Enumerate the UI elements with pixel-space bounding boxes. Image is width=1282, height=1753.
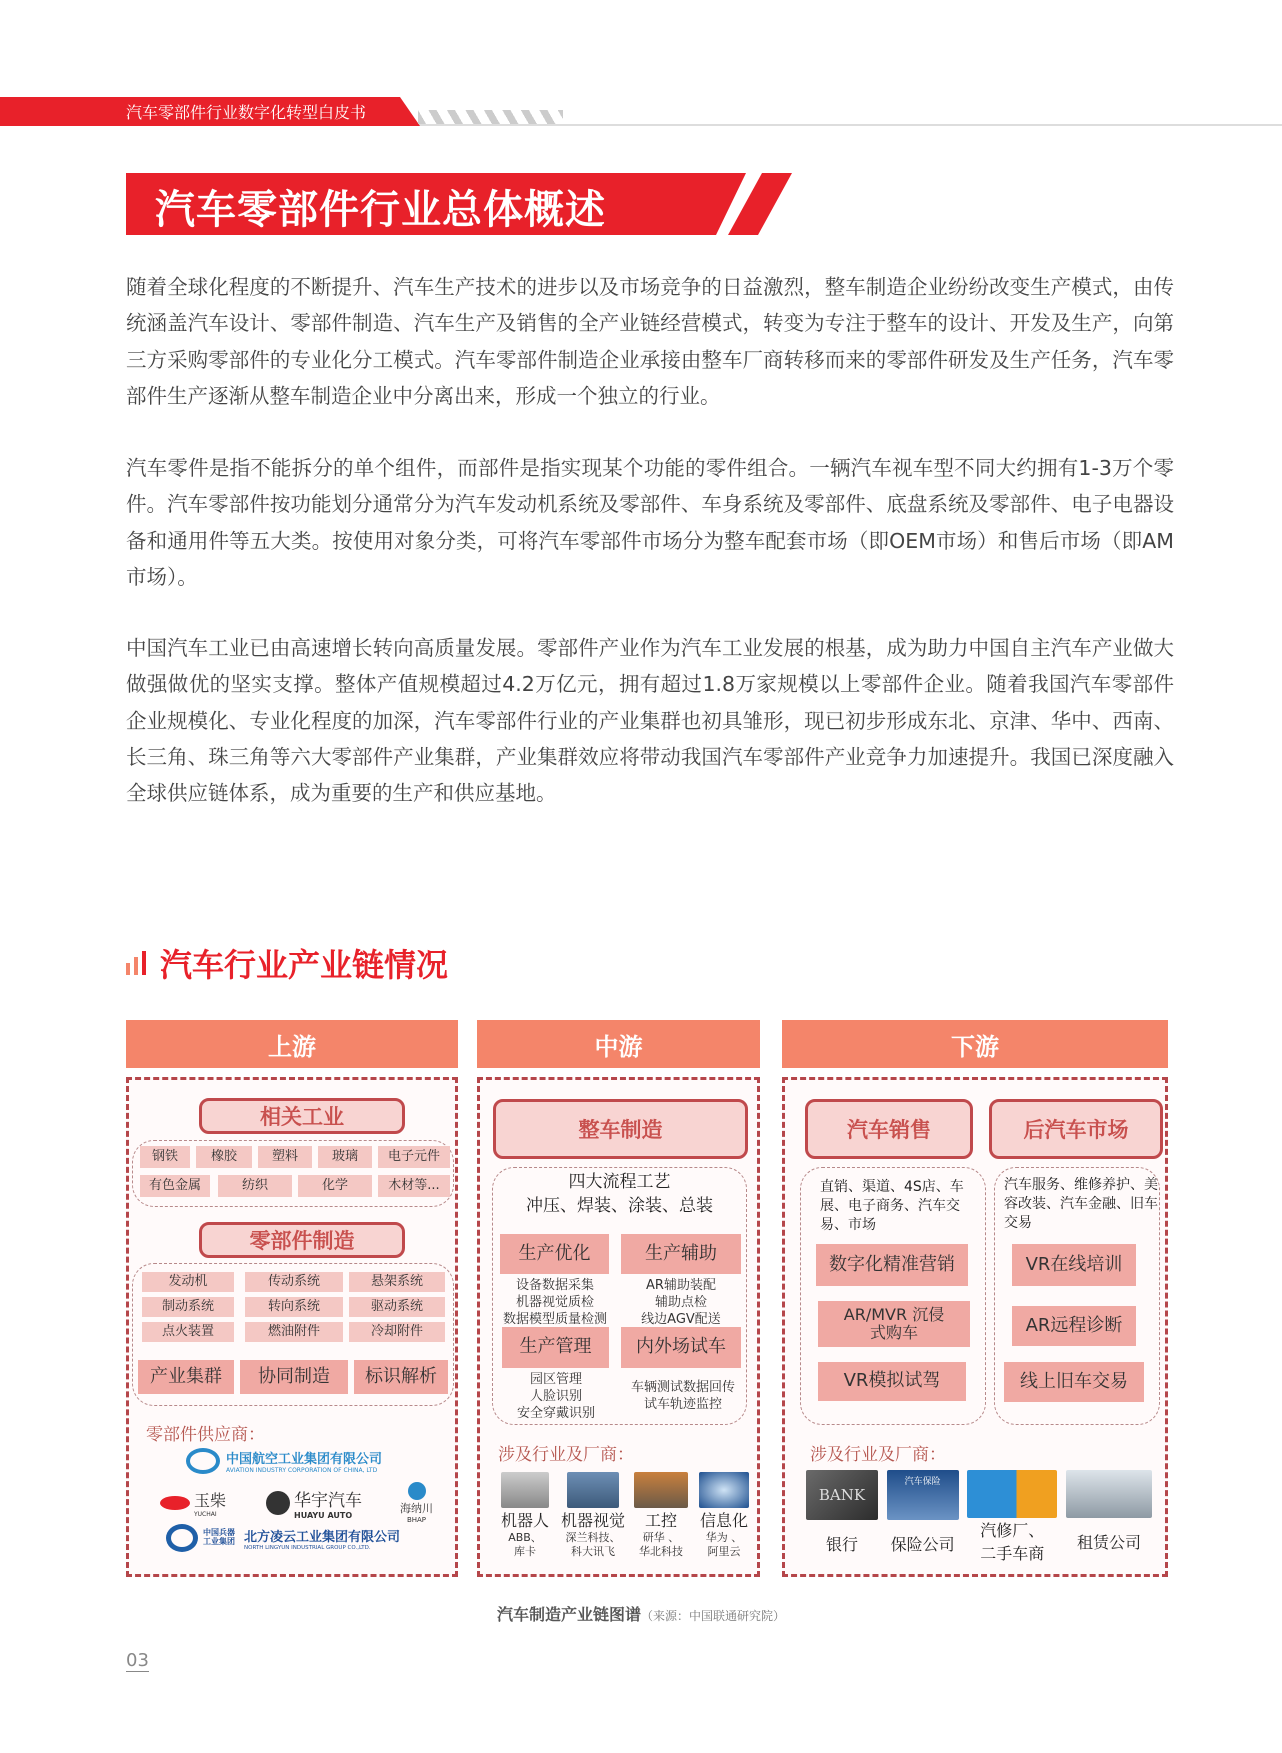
vendor-vision <box>560 1472 626 1560</box>
optimization-items <box>494 1278 616 1329</box>
aftermarket-chip: 线上旧车交易 <box>1004 1362 1144 1402</box>
caption-title: 汽车制造产业链图谱 <box>496 1605 641 1624</box>
assist-items <box>621 1278 741 1329</box>
machine-vision-photo <box>567 1472 619 1508</box>
header-stripes <box>418 110 563 124</box>
section2-title: 汽车行业产业链情况 <box>160 946 449 984</box>
item: 机器视觉质检 <box>515 1294 594 1310</box>
vendor-sub: 科大讯飞 <box>571 1545 615 1559</box>
yuchai-logo <box>160 1488 226 1518</box>
avic-name: 中国航空工业集团有限公司 <box>226 1452 383 1467</box>
related-chip: 化学 <box>298 1175 372 1197</box>
bhap-logo <box>400 1482 433 1524</box>
aftermarket-chip: AR远程诊断 <box>1012 1306 1136 1346</box>
related-chip: 玻璃 <box>318 1146 372 1168</box>
yuchai-name-en: YUCHAI <box>194 1511 217 1518</box>
huayu-emblem-icon <box>266 1491 290 1515</box>
vendor-sub: 库卡 <box>514 1545 536 1559</box>
sales-chip: 数字化精准营销 <box>816 1244 968 1286</box>
lingyun-logo <box>166 1524 400 1552</box>
page-number: 03 <box>126 1650 149 1671</box>
vendor-sub: 华为 、 <box>705 1531 743 1544</box>
related-chip: 橡胶 <box>196 1146 252 1168</box>
parts-chip: 点火装置 <box>142 1322 234 1342</box>
vendor-label: 工控 <box>644 1511 677 1530</box>
bhap-name: 海纳川 <box>400 1502 433 1515</box>
vendor-sub: 深兰科技、 <box>565 1531 621 1544</box>
vendor-robot <box>496 1472 554 1560</box>
huayu-logo <box>266 1486 362 1520</box>
bar-chart-icon <box>126 951 146 975</box>
item: 数据模型质量检测 <box>502 1311 607 1327</box>
related-chip: 塑料 <box>258 1146 312 1168</box>
parts-chip: 悬架系统 <box>349 1272 445 1292</box>
vendor-insurance <box>887 1470 959 1564</box>
repair-photo <box>967 1470 1057 1518</box>
item: 安全穿戴识别 <box>516 1405 595 1421</box>
sales-chip: VR模拟试驾 <box>818 1362 966 1401</box>
item: 车辆测试数据回传 <box>630 1380 735 1395</box>
bhap-name-en: BHAP <box>406 1516 427 1524</box>
vendor-control <box>632 1472 690 1560</box>
process-list: 冲压、焊装、涂装、总装 <box>526 1196 713 1216</box>
vendor-label: 银行 <box>825 1535 858 1554</box>
bhap-emblem-icon <box>408 1482 426 1500</box>
paragraph-2: 汽车零件是指不能拆分的单个组件，而部件是指实现某个功能的零件组合。一辆汽车视车型不同大约拥有1-3万个零件。汽车零部件按功能划分通常分为汽车发动机系统及零部件、车身系统及零部件、底盘系统及零部件、电子电器设备和通用件等五大类。按使用对象分类，可将汽车零部件市场分为整车配套市场（即OEM市场）和售后市场（即AM市场）。 <box>126 456 1174 589</box>
related-chip: 电子元件 <box>378 1146 450 1168</box>
item: 人脸识别 <box>529 1388 582 1404</box>
identifier-resolution-chip: 标识解析 <box>354 1360 448 1394</box>
production-management-chip: 生产管理 <box>502 1327 609 1368</box>
sales-chip: AR/MVR 沉侵式购车 <box>818 1301 970 1347</box>
downstream-header: 下游 <box>782 1020 1168 1068</box>
car-sales-title: 汽车销售 <box>805 1099 973 1159</box>
aftermarket-chip: VR在线培训 <box>1012 1244 1136 1286</box>
figure-caption <box>0 1602 1282 1625</box>
supplier-label: 零部件供应商： <box>146 1425 265 1445</box>
process-title: 四大流程工艺 <box>568 1172 671 1192</box>
yuchai-name: 玉柴 <box>194 1491 227 1510</box>
vendor-label: 机器视觉 <box>560 1511 625 1530</box>
document-title: 汽车零部件行业数字化转型白皮书 <box>126 103 367 122</box>
item: 设备数据采集 <box>515 1278 594 1293</box>
related-chip: 钢铁 <box>140 1146 190 1168</box>
parts-chip: 制动系统 <box>142 1297 234 1317</box>
aftermarket-title: 后汽车市场 <box>989 1099 1163 1159</box>
vendor-leasing <box>1066 1470 1152 1564</box>
vendor-sub: 阿里云 <box>707 1545 741 1559</box>
related-chip: 有色金属 <box>140 1175 210 1197</box>
avic-emblem-icon <box>186 1448 220 1474</box>
down-vendors-label: 涉及行业及厂商： <box>810 1445 946 1465</box>
parts-chip: 燃油附件 <box>245 1322 343 1342</box>
huayu-name-en: HUAYU AUTO <box>294 1511 353 1520</box>
related-chip: 纺织 <box>218 1175 292 1197</box>
item: 园区管理 <box>529 1372 582 1387</box>
related-chip: 木材等... <box>378 1175 450 1197</box>
mid-vendor-list <box>496 1472 752 1560</box>
parts-chip: 冷却附件 <box>349 1322 445 1342</box>
paragraph-3: 中国汽车工业已由高速增长转向高质量发展。零部件产业作为汽车工业发展的根基，成为助力中国自主汽车产业做大做强做优的坚实支撑。整体产值规模超过4.2万亿元，拥有超过1.8万家规模以上零部件企业。随着我国汽车零部件企业规模化、专业化程度的加深，汽车零部件行业的产业集群也初具雏形，现已初步形成东北、京津、华中、西南、长三角、珠三角等六大零部件产业集群，产业集群效应将带动我国汽车零部件产业竞争力加速提升。我国已深度融入全球供应链体系，成为重要的生产和供应基地。 <box>126 636 1174 806</box>
sales-desc: 直销、渠道、4S店、车展、电子商务、汽车交易、市场 <box>820 1179 964 1233</box>
vendor-label: 保险公司 <box>890 1535 955 1554</box>
item: 试车轨迹监控 <box>643 1396 722 1412</box>
vendor-label: 信息化 <box>699 1511 748 1530</box>
industrial-control-photo <box>634 1472 688 1508</box>
vendor-label: 租赁公司 <box>1076 1533 1141 1552</box>
testing-items <box>621 1380 745 1414</box>
production-optimization-chip: 生产优化 <box>500 1234 609 1274</box>
lingyun-name-en: NORTH LINGYUN INDUSTRIAL GROUP CO.,LTD. <box>244 1544 371 1551</box>
norinco-emblem-icon <box>166 1524 198 1552</box>
section2-heading <box>126 940 448 986</box>
vendor-label: 机器人 <box>500 1511 549 1530</box>
vendor-sub: 华北科技 <box>639 1545 683 1559</box>
midstream-header: 中游 <box>477 1020 760 1068</box>
caption-source: （来源：中国联通研究院） <box>641 1609 786 1623</box>
parts-chip: 发动机 <box>142 1272 234 1292</box>
vendor-it <box>696 1472 752 1560</box>
vehicle-manufacturing-title: 整车制造 <box>493 1099 748 1159</box>
upstream-header: 上游 <box>126 1020 458 1068</box>
bank-photo: BANK <box>806 1470 878 1520</box>
vendor-bank <box>806 1470 878 1564</box>
vendor-repair <box>967 1470 1057 1564</box>
vehicle-testing-chip: 内外场试车 <box>621 1327 741 1368</box>
mid-vendors-label: 涉及行业及厂商： <box>498 1445 634 1465</box>
leasing-photo <box>1066 1470 1152 1518</box>
collaborative-manufacturing-chip: 协同制造 <box>240 1360 348 1394</box>
parts-chip: 驱动系统 <box>349 1297 445 1317</box>
item: AR辅助装配 <box>646 1278 716 1293</box>
avic-name-en: AVIATION INDUSTRY CORPORATION OF CHINA, LTD <box>226 1467 378 1474</box>
parts-chip: 传动系统 <box>245 1272 343 1292</box>
informatization-photo <box>699 1472 749 1508</box>
robot-photo <box>501 1472 549 1508</box>
paragraph-1: 随着全球化程度的不断提升、汽车生产技术的进步以及市场竞争的日益激烈，整车制造企业纷纷改变生产模式，由传统涵盖汽车设计、零部件制造、汽车生产及销售的全产业链经营模式，转变为专注于整车的设计、开发及生产，向第三方采购零部件的专业化分工模式。汽车零部件制造企业承接由整车厂商转移而来的零部件研发及生产任务，汽车零部件生产逐渐从整车制造企业中分离出来，形成一个独立的行业。 <box>126 275 1174 408</box>
huayu-name: 华宇汽车 <box>294 1491 362 1511</box>
section-title: 汽车零部件行业总体概述 <box>155 187 606 233</box>
vendor-sub: 研华 、 <box>642 1531 680 1544</box>
aftermarket-desc: 汽车服务、维修养护、美容改装、汽车金融、旧车交易 <box>1004 1177 1158 1231</box>
insurance-photo: 汽车保险 <box>887 1470 959 1520</box>
item: 辅助点检 <box>654 1294 707 1310</box>
production-assist-chip: 生产辅助 <box>621 1234 741 1274</box>
item: 线边AGV配送 <box>641 1311 721 1327</box>
yuchai-emblem-icon <box>160 1496 190 1510</box>
parts-chip: 转向系统 <box>245 1297 343 1317</box>
down-vendor-list <box>806 1470 1152 1564</box>
management-items <box>500 1372 612 1423</box>
vendor-sub: ABB、 <box>508 1531 542 1544</box>
related-industry-title: 相关工业 <box>199 1098 405 1134</box>
process-heading <box>492 1170 747 1218</box>
norinco-name: 中国兵器工业集团 <box>203 1528 235 1546</box>
parts-manufacturing-title: 零部件制造 <box>199 1222 405 1258</box>
industry-cluster-chip: 产业集群 <box>138 1360 234 1394</box>
vendor-label: 汽修厂、二手车商 <box>980 1521 1045 1563</box>
avic-logo <box>186 1448 382 1474</box>
lingyun-name: 北方凌云工业集团有限公司 <box>244 1529 401 1545</box>
